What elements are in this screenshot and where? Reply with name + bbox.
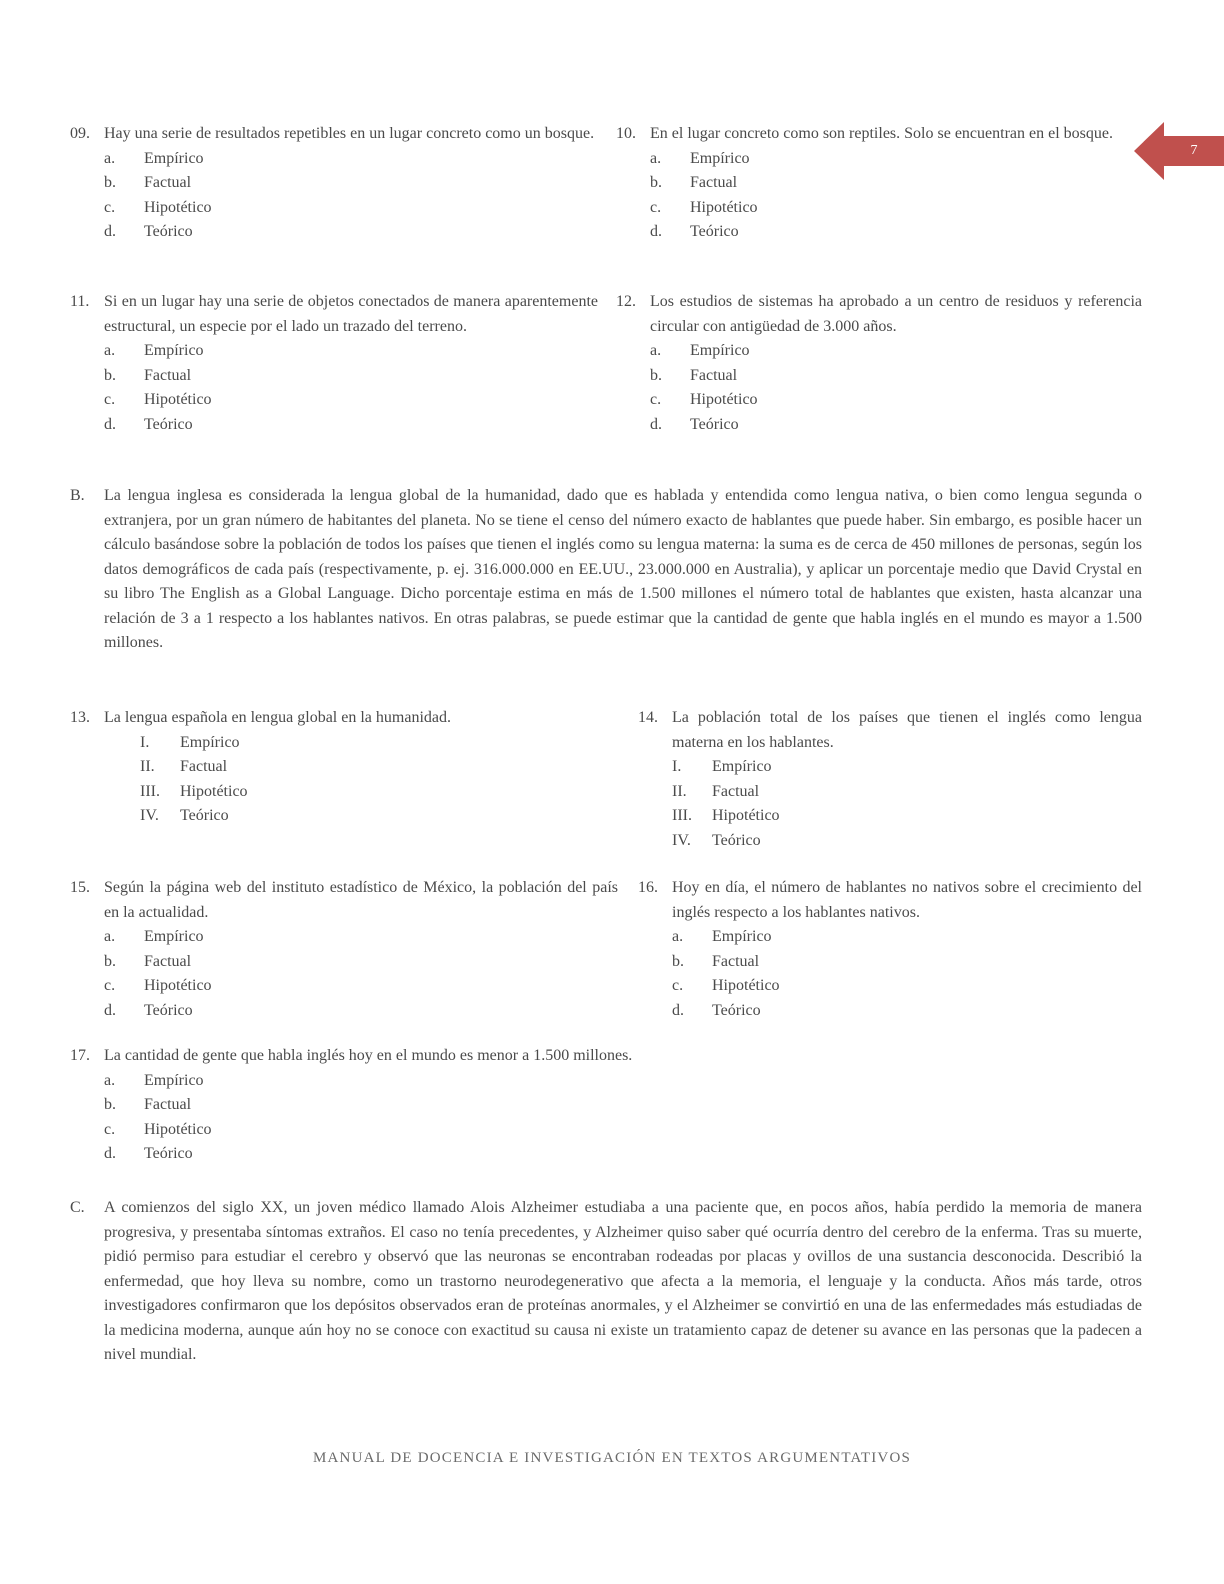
question-text: La cantidad de gente que habla inglés hoy en el mundo es menor a 1.500 millones.: [104, 1047, 633, 1064]
question-number: 12.: [616, 293, 636, 310]
option-iii[interactable]: III. Hipotético: [672, 807, 780, 824]
option-ii[interactable]: II. Factual: [140, 758, 228, 775]
option-a[interactable]: a. Empírico: [672, 928, 772, 945]
option-a[interactable]: a. Empírico: [104, 149, 204, 167]
option-d[interactable]: d. Teórico: [104, 1145, 193, 1162]
option-d[interactable]: d. Teórico: [650, 415, 739, 433]
question-11: [70, 290, 598, 437]
option-a[interactable]: a. Empírico: [104, 342, 204, 359]
question-number: 13.: [70, 709, 90, 726]
option-a[interactable]: a. Empírico: [104, 1071, 204, 1089]
question-14: [638, 706, 1142, 853]
question-12: [616, 290, 1142, 437]
question-number: 17.: [70, 1047, 90, 1064]
page-number: 7: [1190, 143, 1198, 158]
question-text: La lengua española en lengua global en la humanidad.: [104, 709, 451, 726]
page-footer: MANUAL DE DOCENCIA E INVESTIGACIÓN EN TEXTOS ARGUMENTATIVOS: [312, 1450, 912, 1466]
option-c[interactable]: c. Hipotético: [104, 1120, 212, 1138]
question-number: 11.: [70, 293, 90, 310]
option-b[interactable]: b. Factual: [104, 1096, 192, 1113]
option-d[interactable]: d. Teórico: [104, 415, 193, 433]
option-b[interactable]: b. Factual: [104, 366, 192, 384]
option-a[interactable]: a. Empírico: [650, 149, 750, 167]
question-number: 10.: [616, 125, 636, 142]
question-16: [638, 876, 1142, 1023]
option-b[interactable]: b. Factual: [104, 174, 192, 191]
question-text: Si en un lugar hay una serie de objetos conectados de manera aparentemente estructural, un especie por el lado un trazado del terreno.: [104, 293, 598, 335]
option-a[interactable]: a. Empírico: [104, 928, 204, 945]
option-d[interactable]: d. Teórico: [104, 223, 193, 240]
passage-label: C.: [70, 1199, 85, 1216]
question-text: La población total de los países que tienen el inglés como lengua materna en los hablantes.: [672, 709, 1142, 751]
page-number-tab: [1134, 122, 1224, 180]
option-c[interactable]: c. Hipotético: [104, 977, 212, 994]
question-13: [70, 706, 618, 829]
option-d[interactable]: d. Teórico: [672, 1001, 761, 1019]
option-c[interactable]: c. Hipotético: [672, 977, 780, 994]
question-text: Según la página web del instituto estadístico de México, la población del país en la actualidad.: [104, 879, 618, 921]
question-17: [70, 1044, 830, 1167]
option-i[interactable]: I. Empírico: [672, 758, 772, 775]
option-iii[interactable]: III. Hipotético: [140, 782, 248, 800]
question-text: Hay una serie de resultados repetibles en un lugar concreto como un bosque.: [104, 125, 595, 142]
option-d[interactable]: d. Teórico: [104, 1001, 193, 1019]
option-c[interactable]: c. Hipotético: [104, 391, 212, 408]
question-number: 14.: [638, 709, 658, 726]
option-c[interactable]: c. Hipotético: [650, 198, 758, 216]
option-iv[interactable]: IV. Teórico: [672, 831, 761, 849]
option-b[interactable]: b. Factual: [650, 366, 738, 384]
question-number: 16.: [638, 879, 658, 896]
option-b[interactable]: b. Factual: [104, 952, 192, 970]
question-text: Los estudios de sistemas ha aprobado a un centro de residuos y referencia circular con antigüedad de 3.000 años.: [650, 293, 1142, 335]
passage-label: B.: [70, 487, 85, 504]
question-number: 09.: [70, 125, 90, 142]
option-ii[interactable]: II. Factual: [672, 782, 760, 800]
question-text: En el lugar concreto como son reptiles. Solo se encuentran en el bosque.: [650, 125, 1113, 142]
question-09: [70, 122, 598, 245]
option-iv[interactable]: IV. Teórico: [140, 807, 229, 824]
option-i[interactable]: I. Empírico: [140, 733, 240, 751]
passage-c: [70, 1196, 1142, 1368]
option-b[interactable]: b. Factual: [672, 952, 760, 970]
passage-text: La lengua inglesa es considerada la lengua global de la humanidad, dado que es hablada y entendida como lengua nativa, o bien como lengua segunda o extranjera, por un gran número de habitantes del planeta. No se tiene el censo del número exacto de hablantes que puede haber. Sin embargo, es posible hacer un cálculo basándose sobre la población de todos los países que tienen el inglés como su lengua materna: la suma es de cerca de 450 millones de personas, según los datos demográficos de cada país (respectivamente, p. ej. 316.000.000 en EE.UU., 23.000.000 en Australia), y aplicar un porcentaje medio que David Crystal en su libro The English as a Global Language. Dicho porcentaje estima en más de 1.500 millones el número total de hablantes que existen, hasta alcanzar una relación de 3 a 1 respecto a los hablantes nativos. En otras palabras, se puede estimar que la cantidad de gente que habla inglés en el mundo es mayor a 1.500 millones.: [104, 487, 1142, 651]
option-c[interactable]: c. Hipotético: [650, 391, 758, 408]
question-text: Hoy en día, el número de hablantes no nativos sobre el crecimiento del inglés respecto a los hablantes nativos.: [672, 879, 1142, 921]
option-b[interactable]: b. Factual: [650, 174, 738, 191]
passage-text: A comienzos del siglo XX, un joven médico llamado Alois Alzheimer estudiaba a una paciente que, en pocos años, había perdido la memoria de manera progresiva, y presentaba síntomas extraños. El caso no tenía precedentes, y Alzheimer quiso saber qué ocurría dentro del cerebro de la enferma. Tras su muerte, pidió permiso para estudiar el cerebro y observó que las neuronas se encontraban rodeadas por placas y ovillos de una sustancia desconocida. Describió la enfermedad, que hoy lleva su nombre, como un trastorno neurodegenerativo que afecta a la memoria, el lenguaje y la conducta. Años más tarde, otros investigadores confirmaron que los depósitos observados eran de proteínas anormales, y el Alzheimer se convirtió en una de las enfermedades más estudiadas de la medicina moderna, aunque aún hoy no se conoce con exactitud su causa ni existe un tratamiento capaz de detener su avance en las personas que la padecen a nivel mundial.: [104, 1199, 1142, 1363]
option-a[interactable]: a. Empírico: [650, 342, 750, 359]
option-c[interactable]: c. Hipotético: [104, 198, 212, 216]
question-10: [616, 122, 1126, 245]
passage-b: [70, 484, 1142, 656]
option-d[interactable]: d. Teórico: [650, 223, 739, 240]
question-15: [70, 876, 618, 1023]
question-number: 15.: [70, 879, 90, 896]
